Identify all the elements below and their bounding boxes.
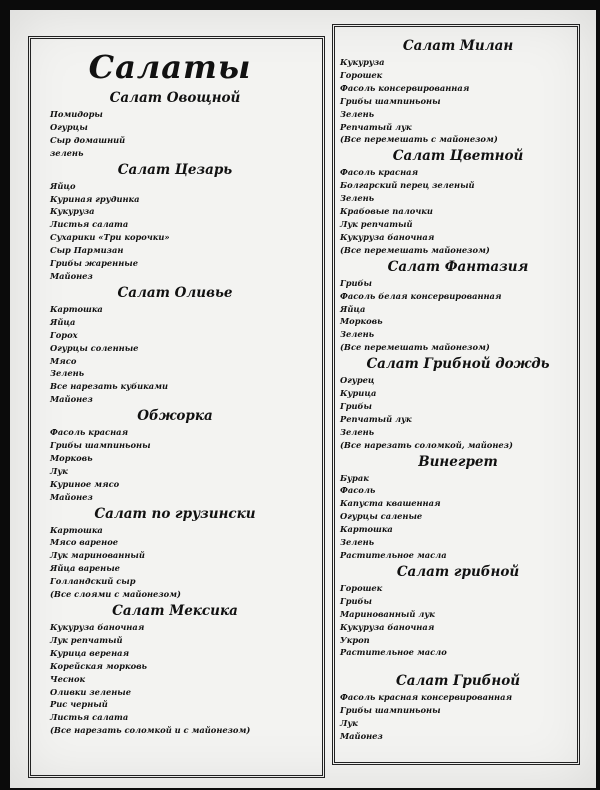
ingredient-item: Зелень <box>340 426 375 437</box>
recipe-section <box>340 38 576 146</box>
ingredient-item: Курица вереная <box>50 647 130 658</box>
recipe-section <box>50 603 320 737</box>
ingredient-item: зелень <box>50 147 84 158</box>
ingredient-item: Мясо <box>50 355 77 366</box>
ingredient-item: Картошка <box>50 303 103 314</box>
ingredient-item: Зелень <box>340 329 375 340</box>
ingredient-item: Грибы жаренные <box>50 258 138 269</box>
ingredient-item: Грибы <box>340 595 372 606</box>
recipe-title: Салат Цветной <box>392 148 524 165</box>
ingredient-item: Фасоль красная <box>50 427 129 438</box>
ingredient-item: Грибы шампиньоны <box>50 440 151 451</box>
ingredient-item: Листья салата <box>50 712 129 723</box>
ingredient-item: Морковь <box>340 316 383 327</box>
recipe-section <box>340 564 576 659</box>
ingredient-item: Яйца <box>340 303 366 314</box>
ingredient-item: (Все нарезать соломкой и с майонезом) <box>50 725 251 736</box>
ingredient-item: Морковь <box>50 452 93 463</box>
ingredient-item: Зелень <box>340 537 375 548</box>
left-column <box>50 48 320 737</box>
ingredient-item: Зелень <box>50 368 85 379</box>
ingredient-item: Яйца <box>50 316 76 327</box>
recipe-title: Салат грибной <box>396 563 520 580</box>
ingredient-item: Фасоль красная <box>340 167 419 178</box>
ingredient-item: Кукуруза баночная <box>340 231 435 242</box>
ingredient-item: Листья салата <box>50 219 129 230</box>
left-recipe-list <box>50 90 320 737</box>
ingredient-item: Сухарики «Три корочки» <box>50 232 170 243</box>
ingredient-item: Помидоры <box>50 109 103 119</box>
ingredient-item: Майонез <box>340 731 383 742</box>
ingredient-item: Маринованный лук <box>340 608 435 619</box>
ingredient-item: Курица <box>340 388 377 399</box>
recipe-title: Салат Фантазия <box>387 258 529 275</box>
ingredient-item: Зелень <box>340 193 375 204</box>
recipe-section <box>50 90 320 160</box>
ingredient-item: Оливки зеленые <box>50 686 132 697</box>
recipe-title: Салат Овощной <box>109 90 241 106</box>
ingredient-item: Голландский сыр <box>50 576 136 587</box>
recipe-title: Салат Грибной <box>395 673 521 690</box>
ingredient-item: Майонез <box>50 394 93 405</box>
ingredient-item: Майонез <box>50 491 93 502</box>
ingredient-item: Горох <box>50 329 78 340</box>
recipe-title: Салат по грузински <box>94 505 256 522</box>
recipe-section <box>50 162 320 283</box>
ingredient-item: Укроп <box>340 634 370 645</box>
ingredient-item: Куриная грудинка <box>50 193 140 204</box>
ingredient-item: Огурцы соленные <box>50 342 139 353</box>
recipe-title: Салат Мексика <box>112 603 238 619</box>
ingredient-item: Фасоль красная консервированная <box>340 692 513 703</box>
ingredient-item: Бурак <box>340 472 369 483</box>
recipe-title: Салат Оливье <box>117 284 233 301</box>
ingredient-item: Куриное мясо <box>50 478 120 489</box>
ingredient-item: Мясо вареное <box>50 537 119 548</box>
recipe-title: Салат Грибной дождь <box>366 356 550 373</box>
recipe-section <box>340 148 576 256</box>
ingredient-item: Лук маринованный <box>50 550 145 561</box>
ingredient-item: Лук репчатый <box>340 218 413 229</box>
recipe-section <box>50 285 320 406</box>
ingredient-item: Капуста квашенная <box>340 498 441 509</box>
ingredient-item: Кукуруза <box>340 57 385 67</box>
ingredient-item: Чеснок <box>50 673 86 684</box>
recipe-title: Салат Цезарь <box>117 161 233 178</box>
ingredient-item: Кукуруза баночная <box>50 622 145 632</box>
ingredient-item: Сыр домашний <box>50 134 126 145</box>
ingredient-item: Кукуруза баночная <box>340 621 435 632</box>
ingredient-item: Корейская морковь <box>50 660 148 671</box>
ingredient-item: Горошек <box>340 69 383 80</box>
ingredient-item: Растительное масло <box>340 647 447 658</box>
ingredient-item: (Все перемешать майонезом) <box>340 342 490 353</box>
ingredient-item: Огурец <box>340 375 375 386</box>
ingredient-item: (Все нарезать соломкой, майонез) <box>340 439 513 450</box>
ingredient-item: (Все перемешать майонезом) <box>340 244 490 255</box>
recipe-title: Винегрет <box>418 453 498 470</box>
recipe-section <box>50 408 320 503</box>
ingredient-item: Болгарский перец зеленый <box>340 180 475 191</box>
recipe-section <box>340 673 576 743</box>
ingredient-item: Фасоль <box>340 485 376 496</box>
ingredient-item: Горошек <box>340 582 383 593</box>
ingredient-item: Майонез <box>50 270 93 281</box>
ingredient-item: Фасоль белая консервированная <box>340 290 502 301</box>
section-spacer <box>340 659 576 671</box>
ingredient-item: Яйцо <box>50 180 76 191</box>
ingredient-item: Яйца вареные <box>50 563 120 574</box>
ingredient-item: Крабовые палочки <box>340 206 433 217</box>
ingredient-item: Все нарезать кубиками <box>50 381 169 392</box>
ingredient-item: Лук <box>50 465 68 476</box>
ingredient-item: (Все перемешать с майонезом) <box>340 134 498 145</box>
ingredient-item: Лук репчатый <box>50 634 123 645</box>
ingredient-item: Репчатый лук <box>340 413 412 424</box>
ingredient-item: Огурцы саленые <box>340 511 423 522</box>
ingredient-item: Растительное масла <box>340 550 447 560</box>
ingredient-item: Рис черный <box>50 699 108 710</box>
page-title: Салаты <box>88 48 252 86</box>
recipe-section <box>340 356 576 451</box>
ingredient-item: Репчатый лук <box>340 121 412 132</box>
right-column <box>340 36 576 743</box>
recipe-section <box>50 506 320 601</box>
ingredient-item: Огурцы <box>50 121 88 132</box>
ingredient-item: Грибы шампиньоны <box>340 705 441 716</box>
ingredient-item: Картошка <box>50 524 103 535</box>
ingredient-item: (Все слоями с майонезом) <box>50 589 181 600</box>
ingredient-item: Лук <box>340 718 358 729</box>
ingredient-item: Картошка <box>340 524 393 535</box>
ingredient-item: Грибы шампиньоны <box>340 95 441 106</box>
recipe-section <box>340 259 576 354</box>
recipe-title: Салат Милан <box>402 38 514 54</box>
ingredient-item: Фасоль консервированная <box>340 82 470 93</box>
recipe-section <box>340 454 576 562</box>
ingredient-item: Грибы <box>340 277 372 288</box>
recipe-title: Обжорка <box>137 408 213 425</box>
ingredient-item: Сыр Пармизан <box>50 245 124 256</box>
ingredient-item: Зелень <box>340 108 375 119</box>
right-recipe-list <box>340 38 576 743</box>
ingredient-item: Кукуруза <box>50 206 95 217</box>
ingredient-item: Грибы <box>340 400 372 411</box>
